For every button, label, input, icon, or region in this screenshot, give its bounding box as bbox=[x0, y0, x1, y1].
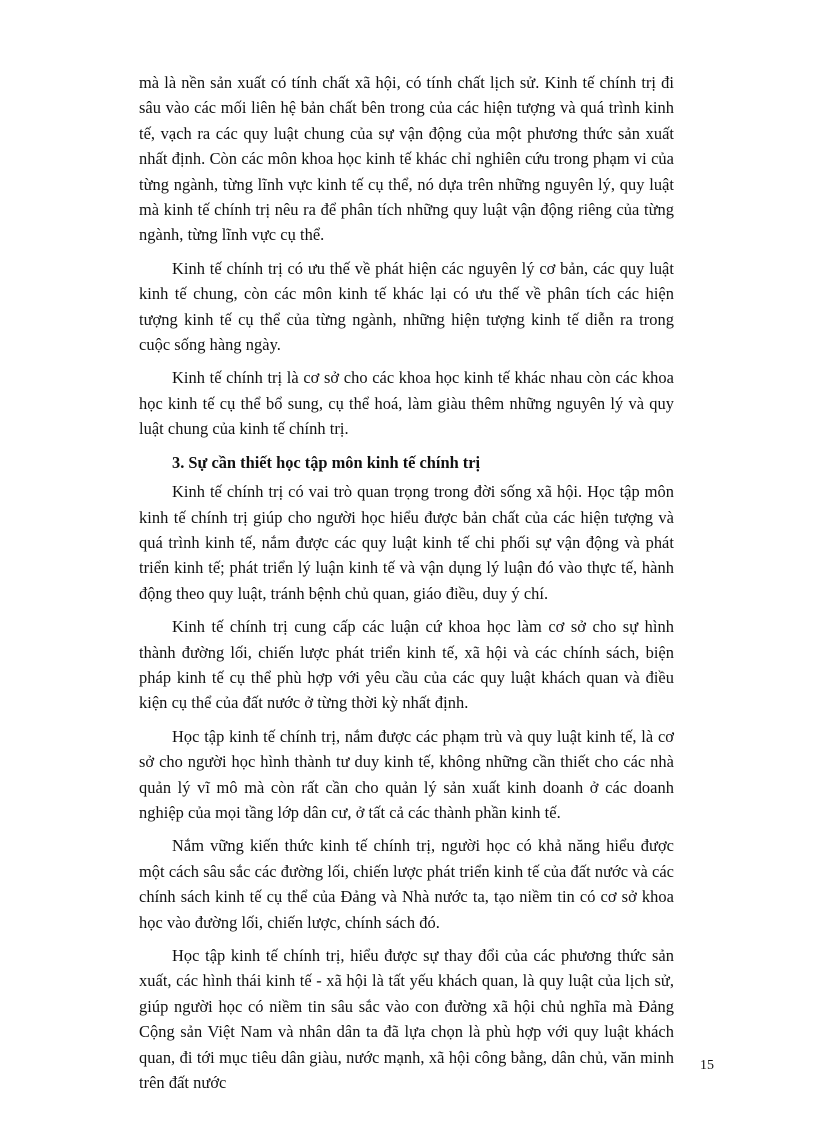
paragraph: Học tập kinh tế chính trị, hiểu được sự thay đổi của các phương thức sản xuất, các hình thái kinh tế - xã hội là tất yếu khách quan, là quy luật của lịch sử, giúp người học có niềm tin sâu sắc vào con đường xã hội chủ nghĩa mà Đảng Cộng sản Việt Nam và nhân dân ta đã lựa chọn là phù hợp với quy luật khách quan, đi tới mục tiêu dân giàu, nước mạnh, xã hội công bằng, dân chủ, văn minh trên đất nước bbox=[139, 946, 674, 1093]
paragraph: Học tập kinh tế chính trị, nắm được các phạm trù và quy luật kinh tế, là cơ sở cho người học hình thành tư duy kinh tế, không những cần thiết cho các nhà quản lý vĩ mô mà còn rất cần cho quản lý sản xuất kinh doanh ở các doanh nghiệp của mọi tầng lớp dân cư, ở tất cả các thành phần kinh tế. bbox=[139, 726, 674, 822]
paragraph-continuation: mà là nền sản xuất có tính chất xã hội, có tính chất lịch sử. Kinh tế chính trị đi sâu vào các mối liên hệ bản chất bên trong của các hiện tượng và quá trình kinh tế, vạch ra các quy luật chung của sự vận động của một phương thức sản xuất nhất định. Còn các môn khoa học kinh tế khác chỉ nghiên cứu trong phạm vi của từng ngành, từng lĩnh vực kinh tế cụ thể, nó dựa trên những nguyên lý, quy luật mà kinh tế chính trị nêu ra để phân tích những quy luật vận động riêng của từng ngành, từng lĩnh vực cụ thể. bbox=[139, 73, 674, 245]
section-heading: 3. Sự cần thiết học tập môn kinh tế chính trị bbox=[172, 452, 481, 472]
paragraph: Nắm vững kiến thức kinh tế chính trị, người học có khả năng hiểu được một cách sâu sắc các đường lối, chiến lược phát triển kinh tế của đất nước và các chính sách kinh tế cụ thể của Đảng và Nhà nước ta, tạo niềm tin có cơ sở khoa học vào đường lối, chiến lược, chính sách đó. bbox=[139, 836, 674, 932]
page-number: 15 bbox=[700, 1058, 714, 1073]
paragraph: Kinh tế chính trị là cơ sở cho các khoa học kinh tế khác nhau còn các khoa học kinh tế cụ thể bổ sung, cụ thể hoá, làm giàu thêm những nguyên lý và quy luật chung của kinh tế chính trị. bbox=[139, 368, 674, 439]
page-body bbox=[139, 70, 674, 1103]
paragraph: Kinh tế chính trị có vai trò quan trọng trong đời sống xã hội. Học tập môn kinh tế chính trị giúp cho người học hiểu được bản chất của các hiện tượng và quá trình kinh tế, nắm được các quy luật kinh tế chi phối sự vận động và phát triển kinh tế; phát triển lý luận kinh tế và vận dụng lý luận đó vào thực tế, hành động theo quy luật, tránh bệnh chủ quan, giáo điều, duy ý chí. bbox=[139, 482, 674, 603]
paragraph: Kinh tế chính trị có ưu thế về phát hiện các nguyên lý cơ bản, các quy luật kinh tế chung, còn các môn kinh tế khác lại có ưu thế về phân tích các hiện tượng kinh tế cụ thể của từng ngành, những hiện tượng kinh tế diễn ra trong cuộc sống hàng ngày. bbox=[139, 258, 674, 355]
paragraph: Kinh tế chính trị cung cấp các luận cứ khoa học làm cơ sở cho sự hình thành đường lối, chiến lược phát triển kinh tế, xã hội và các chính sách, biện pháp kinh tế cụ thể phù hợp với yêu cầu của các quy luật khách quan và điều kiện cụ thể của đất nước ở từng thời kỳ nhất định. bbox=[139, 617, 674, 713]
